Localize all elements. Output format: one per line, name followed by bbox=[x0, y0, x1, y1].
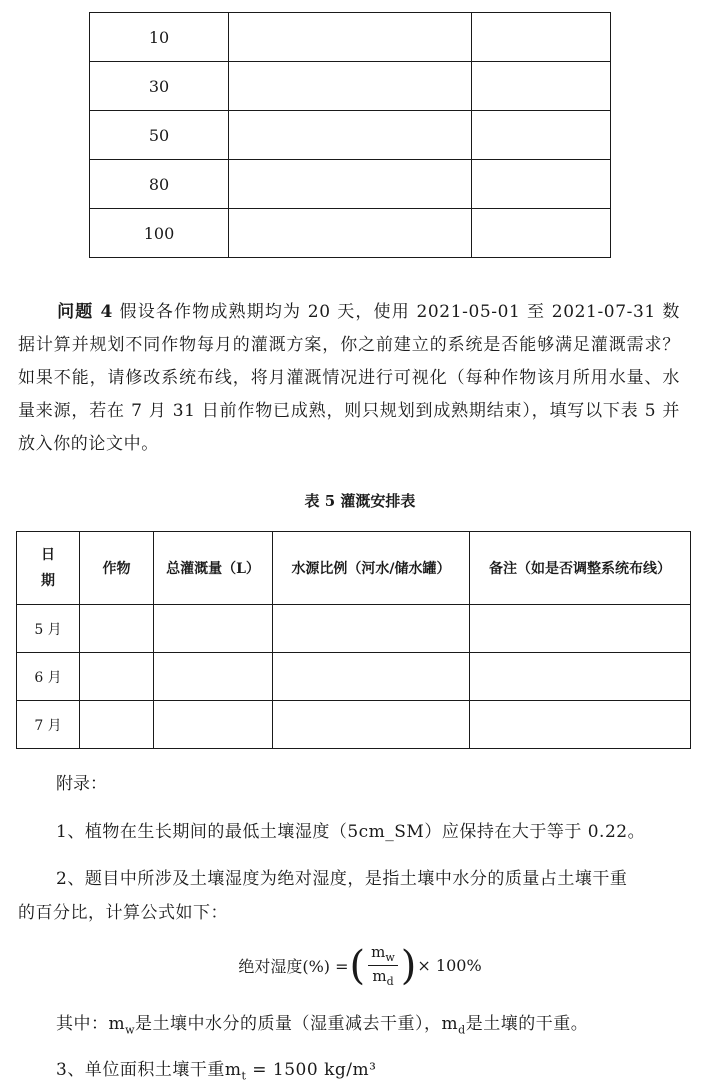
table-cell bbox=[80, 653, 154, 701]
table-cell bbox=[229, 62, 472, 111]
formula-denominator: m bbox=[372, 967, 387, 985]
header-date: 日期 bbox=[17, 532, 80, 605]
table-cell: 10 bbox=[90, 13, 229, 62]
table-row bbox=[90, 62, 611, 111]
table-cell: 30 bbox=[90, 62, 229, 111]
table-header-row bbox=[17, 532, 691, 605]
question-text: 假设各作物成熟期均为 20 天，使用 2021-05-01 至 2021-07-31 数据计算并规划不同作物每月的灌溉方案，你之前建立的系统是否能够满足灌溉需求？如果不能，请修改系统布线，将月灌溉情况进行可视化（每种作物该月所用水量、水量来源，若在 7 月 31 日前作物已成熟，则只规划到成熟期结束），填写以下表 5 并放入你的论文中。 bbox=[18, 302, 680, 454]
appendix-item-2-line-2: 的百分比，计算公式如下： bbox=[18, 903, 228, 923]
irrigation-schedule-table bbox=[16, 531, 691, 749]
table-row bbox=[17, 605, 691, 653]
header-crop: 作物 bbox=[80, 532, 154, 605]
table-cell bbox=[154, 653, 273, 701]
formula-lhs: 绝对湿度(%) = bbox=[238, 957, 349, 976]
table-cell bbox=[229, 13, 472, 62]
top-table bbox=[89, 12, 611, 258]
appendix-item-1: 1、植物在生长期间的最低土壤湿度（5cm_SM）应保持在大于等于 0.22。 bbox=[56, 822, 646, 842]
month-cell: 6 月 bbox=[17, 653, 80, 701]
table-row bbox=[17, 701, 691, 749]
table-cell bbox=[273, 701, 470, 749]
table-cell bbox=[154, 701, 273, 749]
table-cell: 80 bbox=[90, 160, 229, 209]
table-cell bbox=[154, 605, 273, 653]
table-cell bbox=[273, 605, 470, 653]
table-cell: 50 bbox=[90, 111, 229, 160]
formula-explanation: 其中：$m_w$是土壤中水分的质量（湿重减去干重），$m_d$是土壤的干重。 bbox=[56, 1014, 589, 1037]
question-label: 问题 4 bbox=[57, 302, 113, 322]
table-row bbox=[17, 653, 691, 701]
table-cell: 100 bbox=[90, 209, 229, 258]
table-cell bbox=[80, 701, 154, 749]
table-cell bbox=[273, 653, 470, 701]
table-caption: 表 5 灌溉安排表 bbox=[304, 492, 416, 510]
table-cell bbox=[470, 701, 691, 749]
table-row bbox=[90, 160, 611, 209]
table-cell bbox=[470, 653, 691, 701]
table-cell bbox=[472, 62, 611, 111]
table-cell bbox=[229, 160, 472, 209]
formula-numerator: m bbox=[371, 943, 386, 961]
table-row bbox=[90, 13, 611, 62]
table-cell bbox=[472, 209, 611, 258]
table-cell bbox=[472, 111, 611, 160]
table-cell bbox=[472, 160, 611, 209]
table-cell bbox=[470, 605, 691, 653]
question-4-paragraph bbox=[18, 296, 680, 461]
month-cell: 7 月 bbox=[17, 701, 80, 749]
table-cell bbox=[229, 111, 472, 160]
table-cell bbox=[80, 605, 154, 653]
table-row bbox=[90, 209, 611, 258]
table-row bbox=[90, 111, 611, 160]
header-total-irrigation: 总灌溉量（L） bbox=[154, 532, 273, 605]
formula-fraction: $\frac{m_w}{m_d}$ bbox=[368, 943, 398, 988]
month-cell: 5 月 bbox=[17, 605, 80, 653]
humidity-formula: 绝对湿度(%) = ( $\frac{m_w}{m_d}$ ) × 100% bbox=[238, 942, 482, 989]
table-cell bbox=[472, 13, 611, 62]
appendix-item-3: 3、单位面积土壤干重$m_t = 1500$ kg/m³ bbox=[56, 1060, 377, 1083]
formula-rhs: × 100% bbox=[417, 956, 482, 975]
appendix-title: 附录： bbox=[56, 774, 107, 794]
table-cell bbox=[229, 209, 472, 258]
header-water-source-ratio: 水源比例（河水/储水罐） bbox=[273, 532, 470, 605]
header-remarks: 备注（如是否调整系统布线） bbox=[470, 532, 691, 605]
appendix-item-2-line-1: 2、题目中所涉及土壤湿度为绝对湿度，是指土壤中水分的质量占土壤干重 bbox=[56, 869, 628, 889]
